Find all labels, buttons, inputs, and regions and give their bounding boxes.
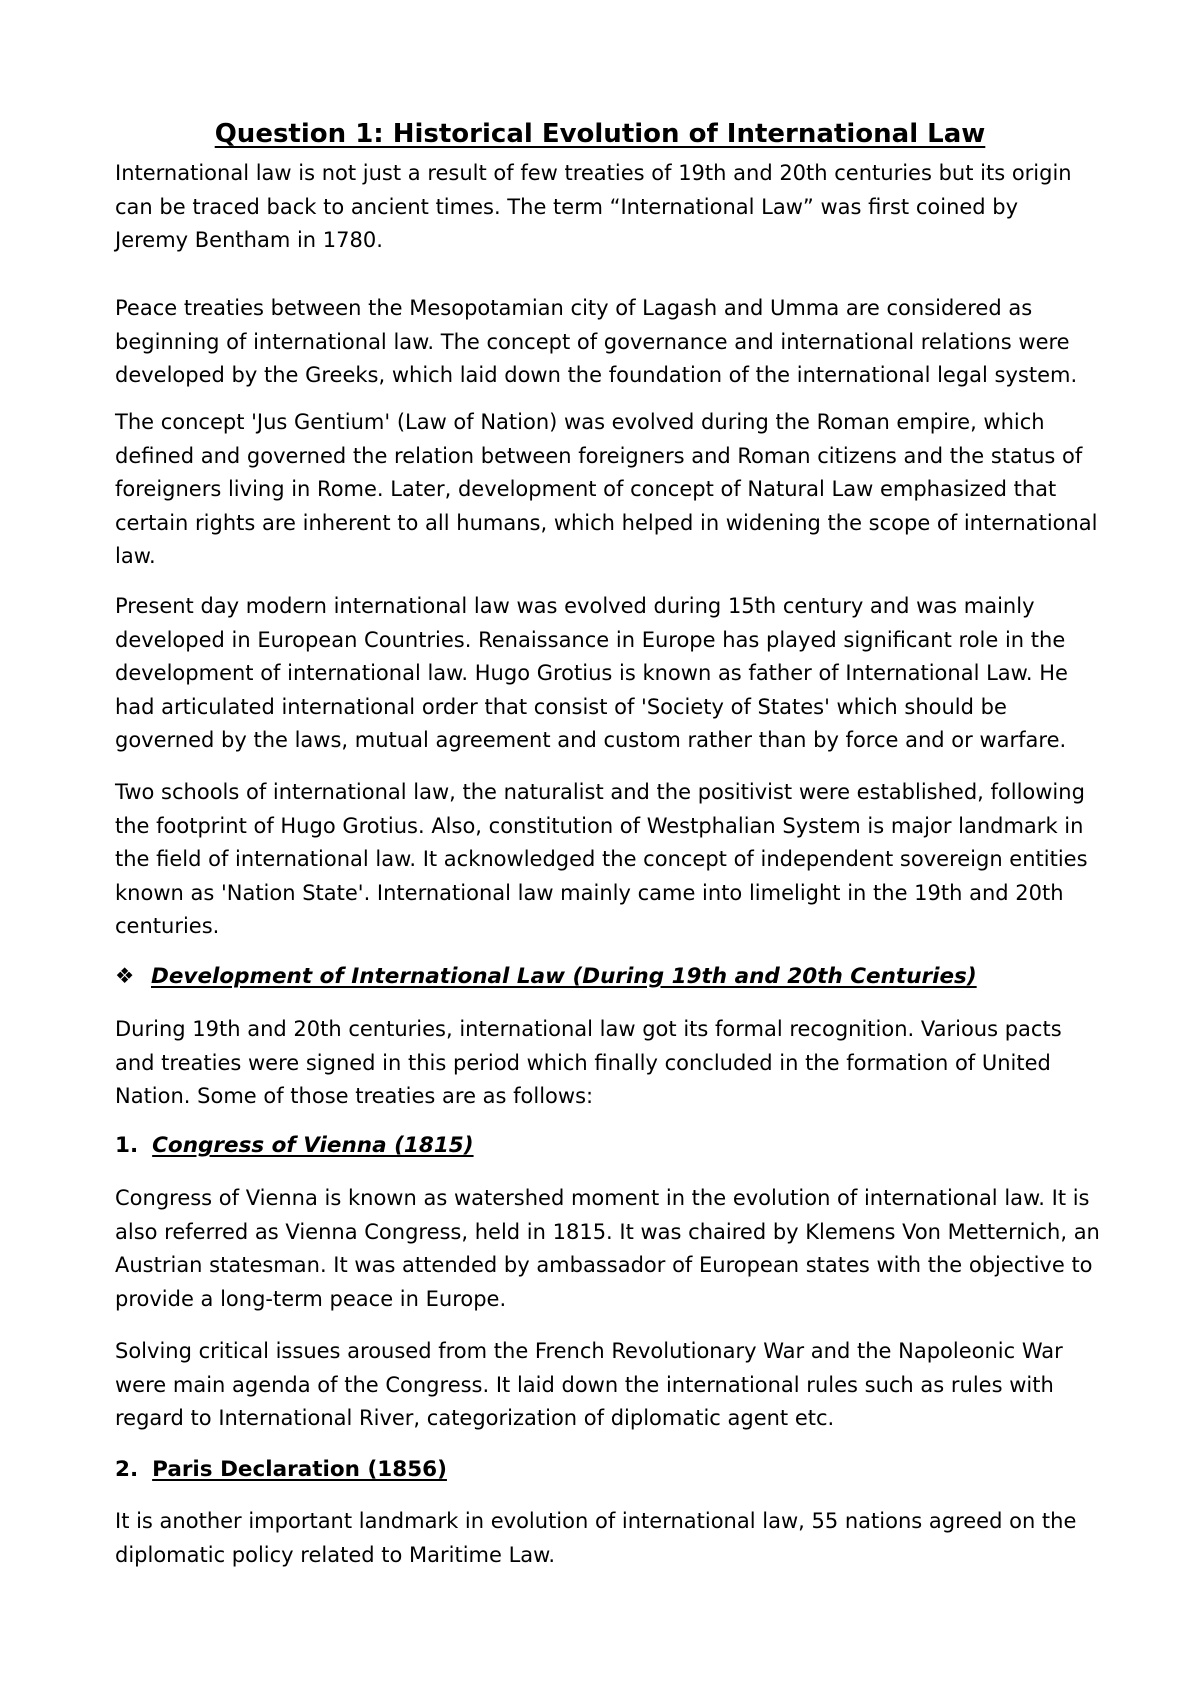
item-heading-text: Paris Declaration (1856)	[152, 1457, 447, 1482]
paragraph-vienna-1	[115, 1182, 1115, 1316]
item-heading-congress-of-vienna	[115, 1133, 474, 1158]
paragraph-origin	[115, 157, 1115, 258]
text-line: Jeremy Bentham in 1780.	[115, 228, 383, 252]
text-line: development of international law. Hugo Grotius is known as father of International Law. He	[115, 661, 1068, 685]
paragraph-mesopotamia	[115, 292, 1115, 393]
section-heading-text: Development of International Law (During 19th and 20th Centuries)	[151, 964, 977, 989]
item-number: 1.	[115, 1133, 139, 1158]
text-line: defined and governed the relation between foreigners and Roman citizens and the status of	[115, 443, 1083, 468]
text-line: International law is not just a result of few treaties of 19th and 20th centuries but its origin	[115, 161, 1072, 185]
item-number: 2.	[115, 1457, 139, 1482]
text-line: Congress of Vienna is known as watershed moment in the evolution of international law. It is	[115, 1186, 1090, 1210]
text-line: developed in European Countries. Renaissance in Europe has played significant role in the	[115, 627, 1066, 652]
text-line: known as 'Nation State'. International law mainly came into limelight in the 19th and 20th	[115, 880, 1064, 905]
text-line: certain rights are inherent to all humans, which helped in widening the scope of international	[115, 510, 1098, 535]
paragraph-modern-law	[115, 590, 1115, 758]
text-line: provide a long-term peace in Europe.	[115, 1286, 507, 1311]
section-heading	[115, 964, 977, 989]
text-line: diplomatic policy related to Maritime Law.	[115, 1542, 556, 1567]
paragraph-schools	[115, 776, 1115, 944]
text-line: It is another important landmark in evolution of international law, 55 nations agreed on the	[115, 1509, 1077, 1533]
text-line: the field of international law. It acknowledged the concept of independent sovereign entities	[115, 847, 1088, 871]
text-line: beginning of international law. The concept of governance and international relations were	[115, 329, 1070, 354]
text-line: had articulated international order that consist of 'Society of States' which should be	[115, 694, 1007, 719]
text-line: were main agenda of the Congress. It laid down the international rules such as rules with	[115, 1372, 1054, 1397]
text-line: centuries.	[115, 914, 220, 938]
text-line: developed by the Greeks, which laid down the foundation of the international legal system.	[115, 363, 1078, 387]
item-heading-paris-declaration	[115, 1457, 447, 1482]
diamond-star-bullet-icon: ❖	[115, 964, 135, 989]
paragraph-vienna-2	[115, 1335, 1115, 1436]
text-line: Two schools of international law, the naturalist and the positivist were established, following	[115, 780, 1085, 804]
text-line: Present day modern international law was evolved during 15th century and was mainly	[115, 594, 1035, 618]
text-line: Austrian statesman. It was attended by ambassador of European states with the objective to	[115, 1253, 1093, 1277]
text-line: foreigners living in Rome. Later, development of concept of Natural Law emphasized that	[115, 477, 1057, 501]
text-line: Solving critical issues aroused from the French Revolutionary War and the Napoleonic War	[115, 1339, 1063, 1363]
text-line: can be traced back to ancient times. The term “International Law” was first coined by	[115, 194, 1019, 219]
text-line: The concept 'Jus Gentium' (Law of Nation) was evolved during the Roman empire, which	[115, 410, 1045, 434]
text-line: During 19th and 20th centuries, international law got its formal recognition. Various pacts	[115, 1017, 1062, 1041]
text-line: also referred as Vienna Congress, held in 1815. It was chaired by Klemens Von Metternich, an	[115, 1219, 1100, 1244]
item-heading-text: Congress of Vienna (1815)	[152, 1133, 474, 1158]
text-line: law.	[115, 544, 156, 568]
text-line: governed by the laws, mutual agreement and custom rather than by force and or warfare.	[115, 728, 1067, 752]
paragraph-jus-gentium	[115, 406, 1115, 574]
text-line: Nation. Some of those treaties are as follows:	[115, 1084, 594, 1108]
text-line: regard to International River, categorization of diplomatic agent etc.	[115, 1406, 835, 1430]
text-line: the footprint of Hugo Grotius. Also, constitution of Westphalian System is major landmark in	[115, 813, 1084, 838]
paragraph-paris	[115, 1505, 1115, 1572]
text-line: and treaties were signed in this period which finally concluded in the formation of United	[115, 1050, 1051, 1075]
document-title: Question 1: Historical Evolution of International Law	[214, 119, 986, 149]
text-line: Peace treaties between the Mesopotamian city of Lagash and Umma are considered as	[115, 296, 1033, 320]
section-intro	[115, 1013, 1115, 1114]
